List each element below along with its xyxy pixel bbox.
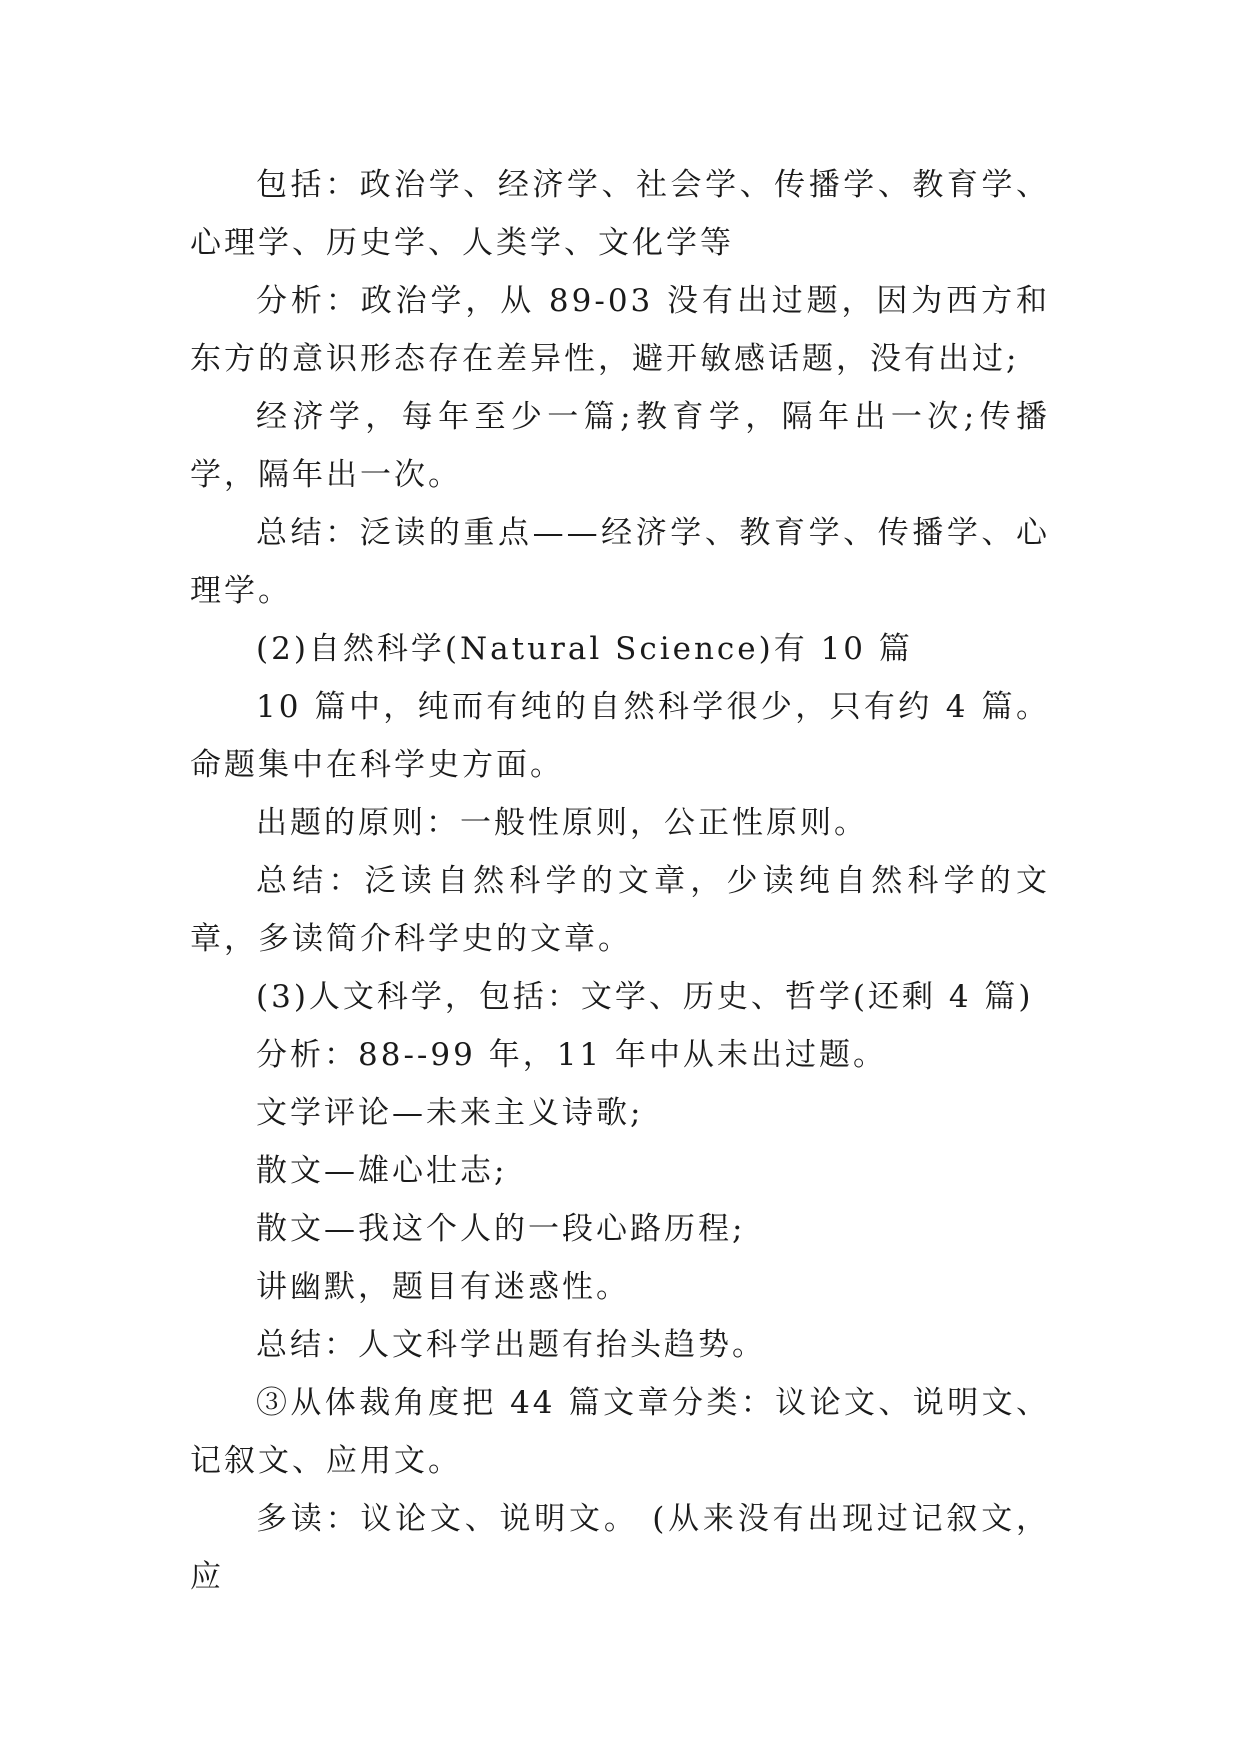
paragraph-social-science-summary: 总结：泛读的重点——经济学、教育学、传播学、心理学。 [190,515,1050,609]
heading-humanities: (3)人文科学，包括：文学、历史、哲学(还剩 4 篇) [256,979,1034,1015]
paragraph-disciplines-list: 包括：政治学、经济学、社会学、传播学、教育学、心理学、历史学、人类学、文化学等 [190,167,1050,261]
paragraph-humanities-analysis: 分析：88--99 年，11 年中从未出过题。 [256,1037,887,1073]
paragraph-economics-frequency: 经济学，每年至少一篇;教育学，隔年出一次;传播学，隔年出一次。 [190,399,1050,493]
document-body [190,156,1050,1606]
list-item-essay-journey: 散文—我这个人的一段心路历程; [256,1211,746,1247]
paragraph-reading-advice: 多读：议论文、说明文。 (从来没有出现过记叙文，应 [190,1501,1050,1595]
paragraph-genre-classification: ③从体裁角度把 44 篇文章分类：议论文、说明文、记叙文、应用文。 [190,1385,1050,1479]
heading-natural-science: (2)自然科学(Natural Science)有 10 篇 [256,631,913,667]
paragraph-natural-science-summary: 总结：泛读自然科学的文章，少读纯自然科学的文章，多读简介科学史的文章。 [190,863,1050,957]
list-item-humor: 讲幽默，题目有迷惑性。 [256,1269,630,1305]
list-item-literary-criticism: 文学评论—未来主义诗歌; [256,1095,644,1131]
paragraph-humanities-summary: 总结：人文科学出题有抬头趋势。 [256,1327,766,1363]
paragraph-question-principles: 出题的原则：一般性原则，公正性原则。 [256,805,868,841]
paragraph-politics-analysis: 分析：政治学，从 89-03 没有出过题，因为西方和东方的意识形态存在差异性，避开敏感话题，没有出过; [190,283,1050,377]
list-item-essay-ambition: 散文—雄心壮志; [256,1153,508,1189]
paragraph-natural-science-detail: 10 篇中，纯而有纯的自然科学很少，只有约 4 篇。命题集中在科学史方面。 [190,689,1050,783]
